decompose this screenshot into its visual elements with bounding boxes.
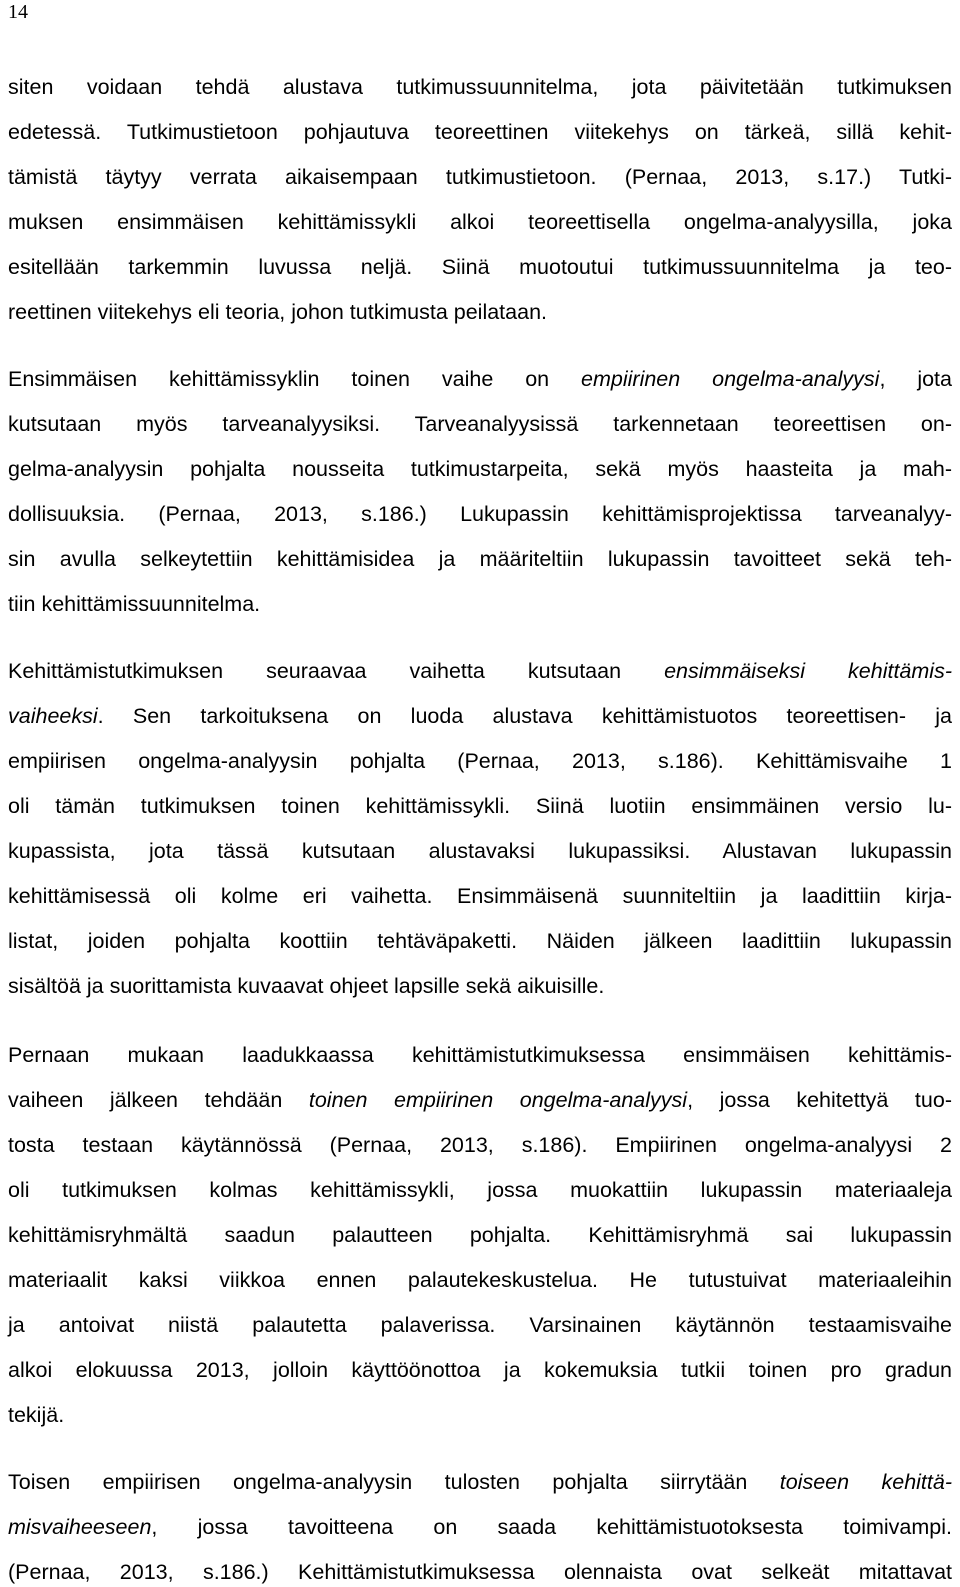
text-line bbox=[8, 297, 952, 327]
text-segment: muksen ensimmäisen kehittämissykli alkoi teoreettisella ongelma-analyysilla, joka bbox=[8, 210, 952, 234]
text-line bbox=[8, 544, 952, 574]
text-line bbox=[8, 1310, 952, 1340]
text-line bbox=[8, 207, 952, 237]
text-segment: ja antoivat niistä palautetta palaverissa. Varsinainen käytännön testaamisvaihe bbox=[8, 1313, 952, 1337]
text-segment: gelma-analyysin pohjalta nousseita tutkimustarpeita, sekä myös haasteita ja mah- bbox=[8, 457, 952, 481]
text-segment: alkoi elokuussa 2013, jolloin käyttöönottoa ja kokemuksia tutkii toinen pro gradun bbox=[8, 1358, 952, 1382]
text-segment: Kehittämistutkimuksen seuraavaa vaihetta kutsutaan bbox=[8, 659, 665, 683]
italic-term: empiirinen ongelma-analyysi bbox=[581, 367, 880, 391]
text-segment: Pernaan mukaan laadukkaassa kehittämistutkimuksessa ensimmäisen kehittämis- bbox=[8, 1043, 952, 1067]
text-line bbox=[8, 1040, 952, 1070]
text-line bbox=[8, 1265, 952, 1295]
text-segment: tosta testaan käytännössä (Pernaa, 2013, s.186). Empiirinen ongelma-analyysi 2 bbox=[8, 1133, 952, 1157]
text-line bbox=[8, 1175, 952, 1205]
text-segment: . Sen tarkoituksena on luoda alustava kehittämistuotos teoreettisen- ja bbox=[97, 704, 952, 728]
text-line bbox=[8, 499, 952, 529]
text-segment: , jota bbox=[879, 367, 952, 391]
text-segment: tämistä täytyy verrata aikaisempaan tutkimustietoon. (Pernaa, 2013, s.17.) Tutki- bbox=[8, 165, 952, 189]
italic-term: toinen empiirinen ongelma-analyysi bbox=[308, 1088, 688, 1112]
text-segment: oli tutkimuksen kolmas kehittämissykli, jossa muokattiin lukupassin materiaaleja bbox=[8, 1178, 952, 1202]
text-segment: vaiheen jälkeen tehdään bbox=[8, 1088, 309, 1112]
text-line bbox=[8, 791, 952, 821]
page-number: 14 bbox=[8, 1, 28, 23]
text-segment: kehittämisryhmältä saadun palautteen pohjalta. Kehittämisryhmä sai lukupassin bbox=[8, 1223, 952, 1247]
text-segment: listat, joiden pohjalta koottiin tehtäväpaketti. Näiden jälkeen laadittiin lukupassin bbox=[8, 929, 952, 953]
text-segment: tiin kehittämissuunnitelma. bbox=[8, 592, 261, 616]
text-line bbox=[8, 1467, 952, 1497]
text-line bbox=[8, 1512, 952, 1542]
text-line bbox=[8, 454, 952, 484]
text-segment: Ensimmäisen kehittämissyklin toinen vaihe on bbox=[8, 367, 582, 391]
text-segment: sin avulla selkeytettiin kehittämisidea ja määriteltiin lukupassin tavoitteet sekä teh- bbox=[8, 547, 952, 571]
italic-term: vaiheeksi bbox=[8, 704, 98, 728]
text-line bbox=[8, 409, 952, 439]
text-segment: sisältöä ja suorittamista kuvaavat ohjeet lapsille sekä aikuisille. bbox=[8, 974, 605, 998]
text-line bbox=[8, 1130, 952, 1160]
italic-term: misvaiheeseen bbox=[8, 1515, 152, 1539]
text-line bbox=[8, 656, 952, 686]
text-line bbox=[8, 836, 952, 866]
text-line bbox=[8, 971, 952, 1001]
text-segment: , jossa tavoitteena on saada kehittämistuotoksesta toimivampi. bbox=[151, 1515, 952, 1539]
text-segment: siten voidaan tehdä alustava tutkimussuunnitelma, jota päivitetään tutkimuksen bbox=[8, 75, 952, 99]
text-line bbox=[8, 364, 952, 394]
text-line bbox=[8, 701, 952, 731]
text-line bbox=[8, 1085, 952, 1115]
text-line bbox=[8, 162, 952, 192]
text-segment: dollisuuksia. (Pernaa, 2013, s.186.) Lukupassin kehittämisprojektissa tarveanalyy- bbox=[8, 502, 952, 526]
text-line bbox=[8, 1355, 952, 1385]
text-segment: Toisen empiirisen ongelma-analyysin tulosten pohjalta siirrytään bbox=[8, 1470, 780, 1494]
text-segment: materiaalit kaksi viikkoa ennen palautekeskustelua. He tutustuivat materiaaleihin bbox=[8, 1268, 952, 1292]
text-segment: (Pernaa, 2013, s.186.) Kehittämistutkimuksessa olennaista ovat selkeät mitattavat bbox=[8, 1560, 952, 1584]
text-line bbox=[8, 881, 952, 911]
text-segment: oli tämän tutkimuksen toinen kehittämissykli. Siinä luotiin ensimmäinen versio lu- bbox=[8, 794, 952, 818]
text-segment: edetessä. Tutkimustietoon pohjautuva teoreettinen viitekehys on tärkeä, sillä kehit- bbox=[8, 120, 952, 144]
text-segment: reettinen viitekehys eli teoria, johon tutkimusta peilataan. bbox=[8, 300, 548, 324]
text-segment: , jossa kehitettyä tuo- bbox=[687, 1088, 952, 1112]
text-line bbox=[8, 589, 952, 619]
text-line bbox=[8, 252, 952, 282]
text-segment: kupassista, jota tässä kutsutaan alustavaksi lukupassiksi. Alustavan lukupassin bbox=[8, 839, 952, 863]
text-line bbox=[8, 746, 952, 776]
text-line bbox=[8, 1400, 952, 1430]
text-segment: kutsutaan myös tarveanalyysiksi. Tarveanalyysissä tarkennetaan teoreettisen on- bbox=[8, 412, 952, 436]
italic-term: toiseen kehittä- bbox=[779, 1470, 952, 1494]
text-segment: kehittämisessä oli kolme eri vaihetta. Ensimmäisenä suunniteltiin ja laadittiin kirja- bbox=[8, 884, 952, 908]
text-segment: empiirisen ongelma-analyysin pohjalta (Pernaa, 2013, s.186). Kehittämisvaihe 1 bbox=[8, 749, 952, 773]
text-line bbox=[8, 1220, 952, 1250]
text-line bbox=[8, 1557, 952, 1587]
text-segment: tekijä. bbox=[8, 1403, 65, 1427]
text-segment: esitellään tarkemmin luvussa neljä. Siinä muotoutui tutkimussuunnitelma ja teo- bbox=[8, 255, 952, 279]
text-line bbox=[8, 72, 952, 102]
text-line bbox=[8, 926, 952, 956]
text-line bbox=[8, 117, 952, 147]
italic-term: ensimmäiseksi kehittämis- bbox=[664, 659, 952, 683]
